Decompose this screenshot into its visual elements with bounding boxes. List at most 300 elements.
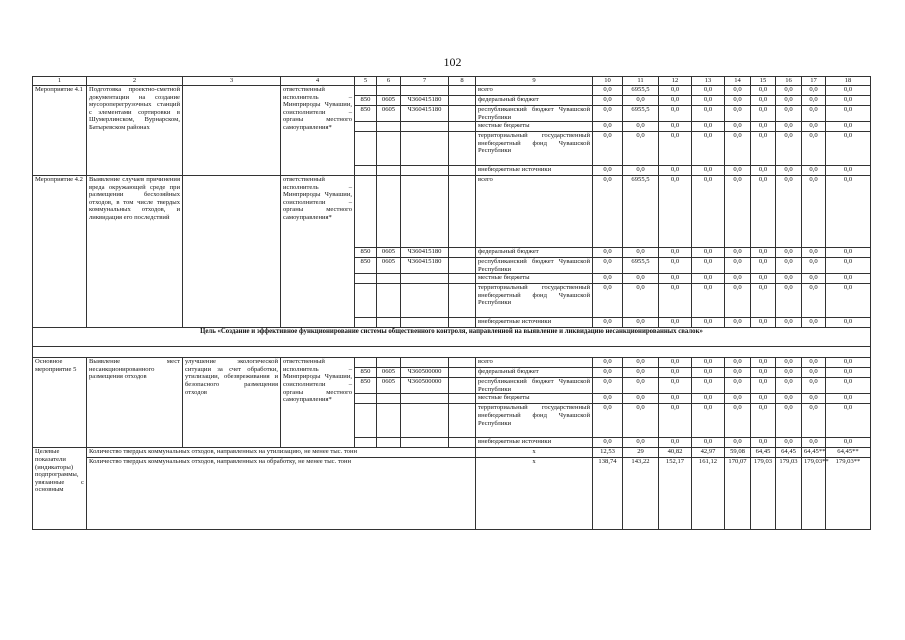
code-section (377, 176, 401, 248)
value-cell: 0,0 (776, 248, 802, 258)
value-cell: 6955,5 (623, 258, 659, 274)
code-target (401, 122, 449, 132)
value-cell: 0,0 (776, 122, 802, 132)
value-cell: 0,0 (776, 258, 802, 274)
responsible-executor: ответственный исполнитель – Минприроды Чувашии, соисполнители – органы местного самоуправления* (281, 358, 355, 448)
value-cell: 0,0 (659, 284, 692, 318)
event-result: улучшение экологической ситуации за счет обработки, утилизации, обезвреживания и безопасного размещения отходов (183, 358, 281, 448)
event-description: Подготовка проектно-сметной документации на создание мусороперегрузочных станций с элементами сортировки в Шумерлинском, Вурнарском, Батыревском районах (87, 86, 183, 176)
value-cell: 0,0 (776, 106, 802, 122)
value-cell: 0,0 (751, 122, 776, 132)
value-cell: 0,0 (659, 438, 692, 448)
funding-source: республиканский бюджет Чувашской Республики (476, 106, 593, 122)
funding-source: территориальный государственный внебюджетный фонд Чувашской Республики (476, 132, 593, 166)
code-grbs (355, 394, 377, 404)
value-cell: 0,0 (826, 404, 871, 438)
value-cell: 0,0 (659, 132, 692, 166)
value-cell: 0,0 (751, 438, 776, 448)
code-grbs (355, 284, 377, 318)
value-cell: 0,0 (802, 86, 826, 96)
spacer-row (33, 347, 871, 358)
value-cell: 0,0 (623, 438, 659, 448)
value-cell: 0,0 (659, 274, 692, 284)
value-cell: 0,0 (802, 404, 826, 438)
value-cell: 0,0 (751, 394, 776, 404)
column-number: 6 (377, 77, 401, 86)
column-number: 14 (725, 77, 751, 86)
value-cell: 0,0 (593, 96, 623, 106)
value-cell: 0,0 (623, 166, 659, 176)
column-number: 10 (593, 77, 623, 86)
value-cell: 0,0 (802, 358, 826, 368)
value-cell: 0,0 (776, 86, 802, 96)
value-cell: 0,0 (725, 438, 751, 448)
code-type (449, 438, 476, 448)
column-number: 15 (751, 77, 776, 86)
code-target: Ч360415180 (401, 106, 449, 122)
value-cell: 0,0 (751, 318, 776, 328)
value-cell: 0,0 (802, 176, 826, 248)
code-target (401, 166, 449, 176)
code-section: 0605 (377, 106, 401, 122)
code-grbs (355, 318, 377, 328)
value-cell: 0,0 (776, 394, 802, 404)
value-cell: 0,0 (725, 404, 751, 438)
code-target (401, 284, 449, 318)
value-cell: 0,0 (659, 368, 692, 378)
value-cell: 0,0 (725, 132, 751, 166)
value-cell: 0,0 (623, 96, 659, 106)
value-cell: 0,0 (802, 166, 826, 176)
value-cell: 0,0 (751, 368, 776, 378)
funding-source: всего (476, 358, 593, 368)
value-cell: 0,0 (802, 438, 826, 448)
code-target (401, 358, 449, 368)
event-label: Мероприятие 4.2 (33, 176, 87, 328)
value-cell: 0,0 (623, 404, 659, 438)
value-cell: 0,0 (751, 258, 776, 274)
code-target (401, 132, 449, 166)
value-cell: 6955,5 (623, 86, 659, 96)
value-cell: 0,0 (593, 258, 623, 274)
funding-source: федеральный бюджет (476, 368, 593, 378)
value-cell: 0,0 (751, 274, 776, 284)
value-cell: 0,0 (751, 106, 776, 122)
code-target (401, 438, 449, 448)
value-cell: 0,0 (826, 106, 871, 122)
value-cell: 0,0 (659, 258, 692, 274)
value-cell: 0,0 (751, 176, 776, 248)
value-cell: 0,0 (623, 122, 659, 132)
value-cell: 0,0 (692, 258, 725, 274)
code-type (449, 132, 476, 166)
indicator-value: 179,03** (802, 458, 826, 530)
value-cell: 0,0 (659, 166, 692, 176)
value-cell: 0,0 (593, 122, 623, 132)
code-section (377, 274, 401, 284)
value-cell: 0,0 (692, 274, 725, 284)
code-grbs: 850 (355, 378, 377, 394)
indicator-value: 179,03** (826, 458, 871, 530)
value-cell: 0,0 (751, 248, 776, 258)
column-number: 12 (659, 77, 692, 86)
value-cell: 0,0 (692, 132, 725, 166)
value-cell: 0,0 (802, 258, 826, 274)
code-type (449, 122, 476, 132)
indicator-value: 59,08 (725, 448, 751, 458)
column-number: 17 (802, 77, 826, 86)
value-cell: 0,0 (623, 318, 659, 328)
goal-row (33, 328, 871, 347)
code-type (449, 258, 476, 274)
code-section (377, 86, 401, 96)
value-cell: 0,0 (692, 122, 725, 132)
budget-row (33, 86, 871, 96)
indicator-value: 170,07 (725, 458, 751, 530)
indicator-x: x (476, 458, 593, 530)
code-type (449, 96, 476, 106)
code-type (449, 86, 476, 96)
indicator-value: 161,12 (692, 458, 725, 530)
value-cell: 0,0 (692, 106, 725, 122)
value-cell: 0,0 (802, 394, 826, 404)
event-label: Основное мероприятие 5 (33, 358, 87, 448)
value-cell: 0,0 (826, 274, 871, 284)
value-cell: 0,0 (725, 274, 751, 284)
code-type (449, 404, 476, 438)
funding-source: республиканский бюджет Чувашской Республики (476, 258, 593, 274)
value-cell: 0,0 (802, 132, 826, 166)
value-cell: 0,0 (751, 166, 776, 176)
indicator-value: 179,03 (751, 458, 776, 530)
column-number: 18 (826, 77, 871, 86)
indicator-value: 12,53 (593, 448, 623, 458)
column-number: 1 (33, 77, 87, 86)
value-cell: 0,0 (826, 96, 871, 106)
indicator-text: Количество твердых коммунальных отходов, направленных на утилизацию, не менее тыс. тонн (87, 448, 476, 458)
value-cell: 0,0 (623, 368, 659, 378)
indicator-value: 64,45** (802, 448, 826, 458)
value-cell: 0,0 (659, 404, 692, 438)
value-cell: 0,0 (802, 284, 826, 318)
value-cell: 0,0 (776, 284, 802, 318)
code-target (401, 318, 449, 328)
code-section (377, 438, 401, 448)
value-cell: 0,0 (725, 284, 751, 318)
code-type (449, 318, 476, 328)
event-description: Выявление случаев причинения вреда окружающей среде при размещении бесхозяйных отходов, в том числе твердых коммунальных отходов, и ликвидация его последствий (87, 176, 183, 328)
code-type (449, 176, 476, 248)
value-cell: 0,0 (692, 358, 725, 368)
code-section (377, 122, 401, 132)
value-cell: 0,0 (593, 106, 623, 122)
value-cell: 0,0 (593, 248, 623, 258)
column-number: 5 (355, 77, 377, 86)
indicator-row (33, 448, 871, 458)
value-cell: 0,0 (623, 378, 659, 394)
indicator-value: 29 (623, 448, 659, 458)
value-cell: 0,0 (802, 274, 826, 284)
code-target: Ч360500000 (401, 378, 449, 394)
value-cell: 0,0 (623, 274, 659, 284)
funding-source: местные бюджеты (476, 274, 593, 284)
code-target: Ч360500000 (401, 368, 449, 378)
value-cell: 0,0 (826, 438, 871, 448)
value-cell: 0,0 (751, 96, 776, 106)
code-section (377, 132, 401, 166)
code-grbs (355, 122, 377, 132)
code-target: Ч360415180 (401, 96, 449, 106)
value-cell: 6955,5 (623, 106, 659, 122)
code-grbs (355, 166, 377, 176)
code-type (449, 106, 476, 122)
value-cell: 0,0 (776, 358, 802, 368)
code-section (377, 404, 401, 438)
indicator-value: 42,97 (692, 448, 725, 458)
column-number: 4 (281, 77, 355, 86)
code-target (401, 86, 449, 96)
column-number: 11 (623, 77, 659, 86)
value-cell: 0,0 (692, 86, 725, 96)
value-cell: 0,0 (692, 248, 725, 258)
value-cell: 0,0 (751, 378, 776, 394)
value-cell: 0,0 (725, 106, 751, 122)
value-cell: 0,0 (826, 86, 871, 96)
indicator-value: 64,45 (751, 448, 776, 458)
code-grbs: 850 (355, 106, 377, 122)
value-cell: 0,0 (623, 284, 659, 318)
indicator-value: 152,17 (659, 458, 692, 530)
code-section: 0605 (377, 96, 401, 106)
value-cell: 0,0 (751, 132, 776, 166)
value-cell: 0,0 (826, 358, 871, 368)
value-cell: 0,0 (593, 404, 623, 438)
indicator-value: 138,74 (593, 458, 623, 530)
funding-source: территориальный государственный внебюджетный фонд Чувашской Республики (476, 404, 593, 438)
value-cell: 0,0 (802, 106, 826, 122)
code-type (449, 166, 476, 176)
column-number: 3 (183, 77, 281, 86)
value-cell: 0,0 (692, 284, 725, 318)
value-cell: 0,0 (725, 96, 751, 106)
budget-row (33, 176, 871, 248)
funding-source: внебюджетные источники (476, 318, 593, 328)
value-cell: 0,0 (776, 368, 802, 378)
code-grbs (355, 274, 377, 284)
column-number: 9 (476, 77, 593, 86)
code-grbs: 850 (355, 258, 377, 274)
value-cell: 0,0 (826, 176, 871, 248)
value-cell: 0,0 (593, 358, 623, 368)
value-cell: 0,0 (623, 358, 659, 368)
value-cell: 0,0 (776, 96, 802, 106)
value-cell: 0,0 (826, 132, 871, 166)
value-cell: 0,0 (593, 176, 623, 248)
value-cell: 0,0 (751, 86, 776, 96)
value-cell: 0,0 (725, 368, 751, 378)
event-result (183, 86, 281, 176)
value-cell: 0,0 (725, 394, 751, 404)
code-grbs (355, 86, 377, 96)
funding-source: местные бюджеты (476, 394, 593, 404)
responsible-executor: ответственный исполнитель – Минприроды Чувашии, соисполнители – органы местного самоуправления* (281, 176, 355, 328)
value-cell: 0,0 (692, 394, 725, 404)
budget-table (32, 76, 871, 530)
value-cell: 0,0 (776, 404, 802, 438)
responsible-executor: ответственный исполнитель – Минприроды Чувашии, соисполнители – органы местного самоуправления* (281, 86, 355, 176)
indicator-value: 40,82 (659, 448, 692, 458)
value-cell: 0,0 (623, 132, 659, 166)
budget-row (33, 358, 871, 368)
value-cell: 0,0 (776, 132, 802, 166)
code-target (401, 394, 449, 404)
column-number: 7 (401, 77, 449, 86)
code-type (449, 284, 476, 318)
indicator-value: 143,22 (623, 458, 659, 530)
column-number-row (33, 77, 871, 86)
value-cell: 0,0 (593, 318, 623, 328)
value-cell: 0,0 (776, 318, 802, 328)
code-target: Ч360415180 (401, 258, 449, 274)
indicator-row (33, 458, 871, 530)
value-cell: 0,0 (659, 318, 692, 328)
value-cell: 0,0 (593, 378, 623, 394)
value-cell: 0,0 (659, 122, 692, 132)
value-cell: 0,0 (725, 318, 751, 328)
value-cell: 0,0 (725, 378, 751, 394)
value-cell: 0,0 (692, 166, 725, 176)
value-cell: 0,0 (692, 378, 725, 394)
code-grbs (355, 358, 377, 368)
column-number: 13 (692, 77, 725, 86)
code-section (377, 358, 401, 368)
value-cell: 0,0 (593, 166, 623, 176)
value-cell: 0,0 (776, 378, 802, 394)
value-cell: 0,0 (593, 284, 623, 318)
code-section (377, 318, 401, 328)
event-result (183, 176, 281, 328)
value-cell: 0,0 (659, 378, 692, 394)
value-cell: 0,0 (593, 394, 623, 404)
value-cell: 0,0 (725, 248, 751, 258)
value-cell: 0,0 (593, 274, 623, 284)
value-cell: 0,0 (826, 284, 871, 318)
value-cell: 0,0 (826, 394, 871, 404)
indicator-value: 64,45** (826, 448, 871, 458)
value-cell: 0,0 (776, 274, 802, 284)
code-grbs (355, 404, 377, 438)
value-cell: 0,0 (659, 394, 692, 404)
column-number: 2 (87, 77, 183, 86)
column-number: 8 (449, 77, 476, 86)
value-cell: 0,0 (659, 86, 692, 96)
code-section: 0605 (377, 378, 401, 394)
code-type (449, 248, 476, 258)
value-cell: 0,0 (593, 368, 623, 378)
value-cell: 0,0 (802, 248, 826, 258)
code-type (449, 394, 476, 404)
value-cell: 0,0 (725, 166, 751, 176)
spacer (33, 347, 871, 358)
value-cell: 0,0 (692, 404, 725, 438)
value-cell: 0,0 (692, 438, 725, 448)
funding-source: внебюджетные источники (476, 438, 593, 448)
code-section: 0605 (377, 258, 401, 274)
value-cell: 0,0 (776, 166, 802, 176)
value-cell: 0,0 (802, 96, 826, 106)
code-section (377, 394, 401, 404)
code-grbs: 850 (355, 368, 377, 378)
funding-source: федеральный бюджет (476, 96, 593, 106)
value-cell: 0,0 (659, 96, 692, 106)
value-cell: 6955,5 (623, 176, 659, 248)
value-cell: 0,0 (659, 106, 692, 122)
value-cell: 0,0 (776, 438, 802, 448)
value-cell: 0,0 (826, 258, 871, 274)
code-grbs (355, 132, 377, 166)
value-cell: 0,0 (751, 358, 776, 368)
indicator-x: x (476, 448, 593, 458)
funding-source: республиканский бюджет Чувашской Республики (476, 378, 593, 394)
value-cell: 0,0 (826, 248, 871, 258)
value-cell: 0,0 (802, 368, 826, 378)
code-target (401, 404, 449, 438)
code-target (401, 176, 449, 248)
code-section: 0605 (377, 368, 401, 378)
code-grbs: 850 (355, 96, 377, 106)
event-description: Выявление мест несанкционированного размещения отходов (87, 358, 183, 448)
value-cell: 0,0 (692, 96, 725, 106)
value-cell: 0,0 (826, 378, 871, 394)
value-cell: 0,0 (826, 318, 871, 328)
value-cell: 0,0 (751, 404, 776, 438)
value-cell: 0,0 (725, 358, 751, 368)
page-number: 102 (443, 55, 462, 69)
value-cell: 0,0 (725, 258, 751, 274)
value-cell: 0,0 (692, 318, 725, 328)
code-type (449, 358, 476, 368)
event-label: Мероприятие 4.1 (33, 86, 87, 176)
value-cell: 0,0 (593, 438, 623, 448)
value-cell: 0,0 (826, 122, 871, 132)
value-cell: 0,0 (659, 248, 692, 258)
value-cell: 0,0 (776, 176, 802, 248)
code-target (401, 274, 449, 284)
column-number: 16 (776, 77, 802, 86)
funding-source: местные бюджеты (476, 122, 593, 132)
value-cell: 0,0 (802, 378, 826, 394)
value-cell: 0,0 (692, 176, 725, 248)
code-section: 0605 (377, 248, 401, 258)
indicator-value: 64,45 (776, 448, 802, 458)
funding-source: федеральный бюджет (476, 248, 593, 258)
code-type (449, 378, 476, 394)
value-cell: 0,0 (725, 122, 751, 132)
value-cell: 0,0 (692, 368, 725, 378)
value-cell: 0,0 (725, 176, 751, 248)
value-cell: 0,0 (826, 166, 871, 176)
value-cell: 0,0 (725, 86, 751, 96)
indicator-value: 179,03 (776, 458, 802, 530)
funding-source: всего (476, 86, 593, 96)
value-cell: 0,0 (593, 132, 623, 166)
code-target: Ч360415180 (401, 248, 449, 258)
value-cell: 0,0 (659, 176, 692, 248)
value-cell: 0,0 (802, 318, 826, 328)
indicator-text: Количество твердых коммунальных отходов, направленных на обработку, не менее тыс. тонн (87, 458, 476, 530)
code-section (377, 166, 401, 176)
indicators-label: Целевые показатели (индикаторы) подпрограммы, увязанные с основным (33, 448, 87, 530)
